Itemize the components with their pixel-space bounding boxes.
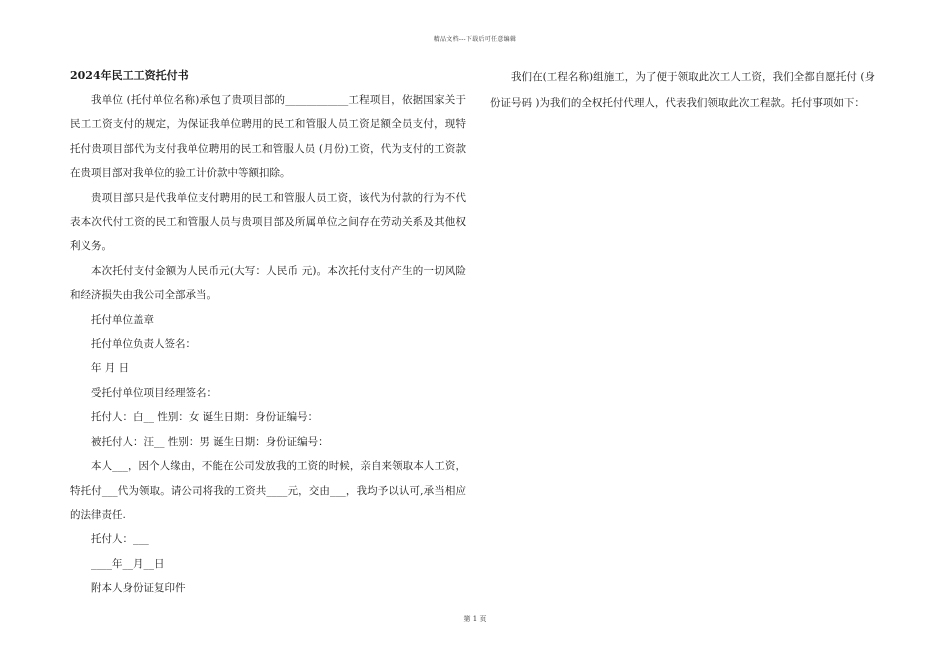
date-line: 年 月 日 [91, 362, 130, 375]
right-column [490, 64, 875, 117]
paragraph-amount: 本次托付支付金额为人民币元(大写：人民币 元)。本次托付支付产生的一切风险和经济损失由我公司全部承当。 [70, 264, 466, 302]
page-header: 精品文档---下载后可任意编辑 [433, 36, 517, 43]
attachment-note: 附本人身份证复印件 [91, 582, 186, 595]
paragraph-authorization: 本人___，因个人缘由，不能在公司发放我的工资的时候，亲自来领取本人工资，特托付___代为领取。请公司将我的工资共____元，交由___，我均予以认可,承当相应的法律责任. [70, 460, 466, 521]
paragraph-relationship: 贵项目部只是代我单位支付聘用的民工和管服人员工资，该代为付款的行为不代表本次代付工资的民工和管服人员与贵项目部及所属单位之间存在劳动关系及其他权利义务。 [70, 191, 466, 253]
manager-signature-line: 受托付单位项目经理签名： [91, 386, 217, 399]
document-title: 2024年民工工资托付书 [70, 69, 189, 82]
delegate-info-line: 被托付人：汪__ 性别：男 诞生日期：身份证编号： [91, 435, 329, 448]
delegator-info-line: 托付人：白__ 性别：女 诞生日期：身份证编号： [91, 411, 319, 424]
paragraph-contract: 我单位 (托付单位名称)承包了贵项目部的____________工程项目，依据国家关于民工工资支付的规定，为保证我单位聘用的民工和管服人员工资足额全员支付，现特托付贵项目部代为支付我单位聘用的民工和管服人员 (月份)工资，代为支付的工资款在贵项目部对我单位的验工计价款中等额扣除。 [70, 94, 466, 180]
left-column [70, 64, 466, 601]
delegator-signature-line: 托付人：___ [91, 533, 149, 546]
principal-signature-line: 托付单位负责人签名： [91, 338, 196, 351]
seal-line: 托付单位盖章 [91, 313, 154, 326]
signature-date-line: ____年__月__日 [91, 557, 165, 570]
paragraph-group-authorization: 我们在(工程名称)组施工，为了便于领取此次工人工资，我们全都自愿托付 (身份证号码 )为我们的全权托付代理人，代表我们领取此次工程款。托付事项如下： [490, 71, 875, 110]
page-number: 第 1 页 [463, 615, 487, 623]
